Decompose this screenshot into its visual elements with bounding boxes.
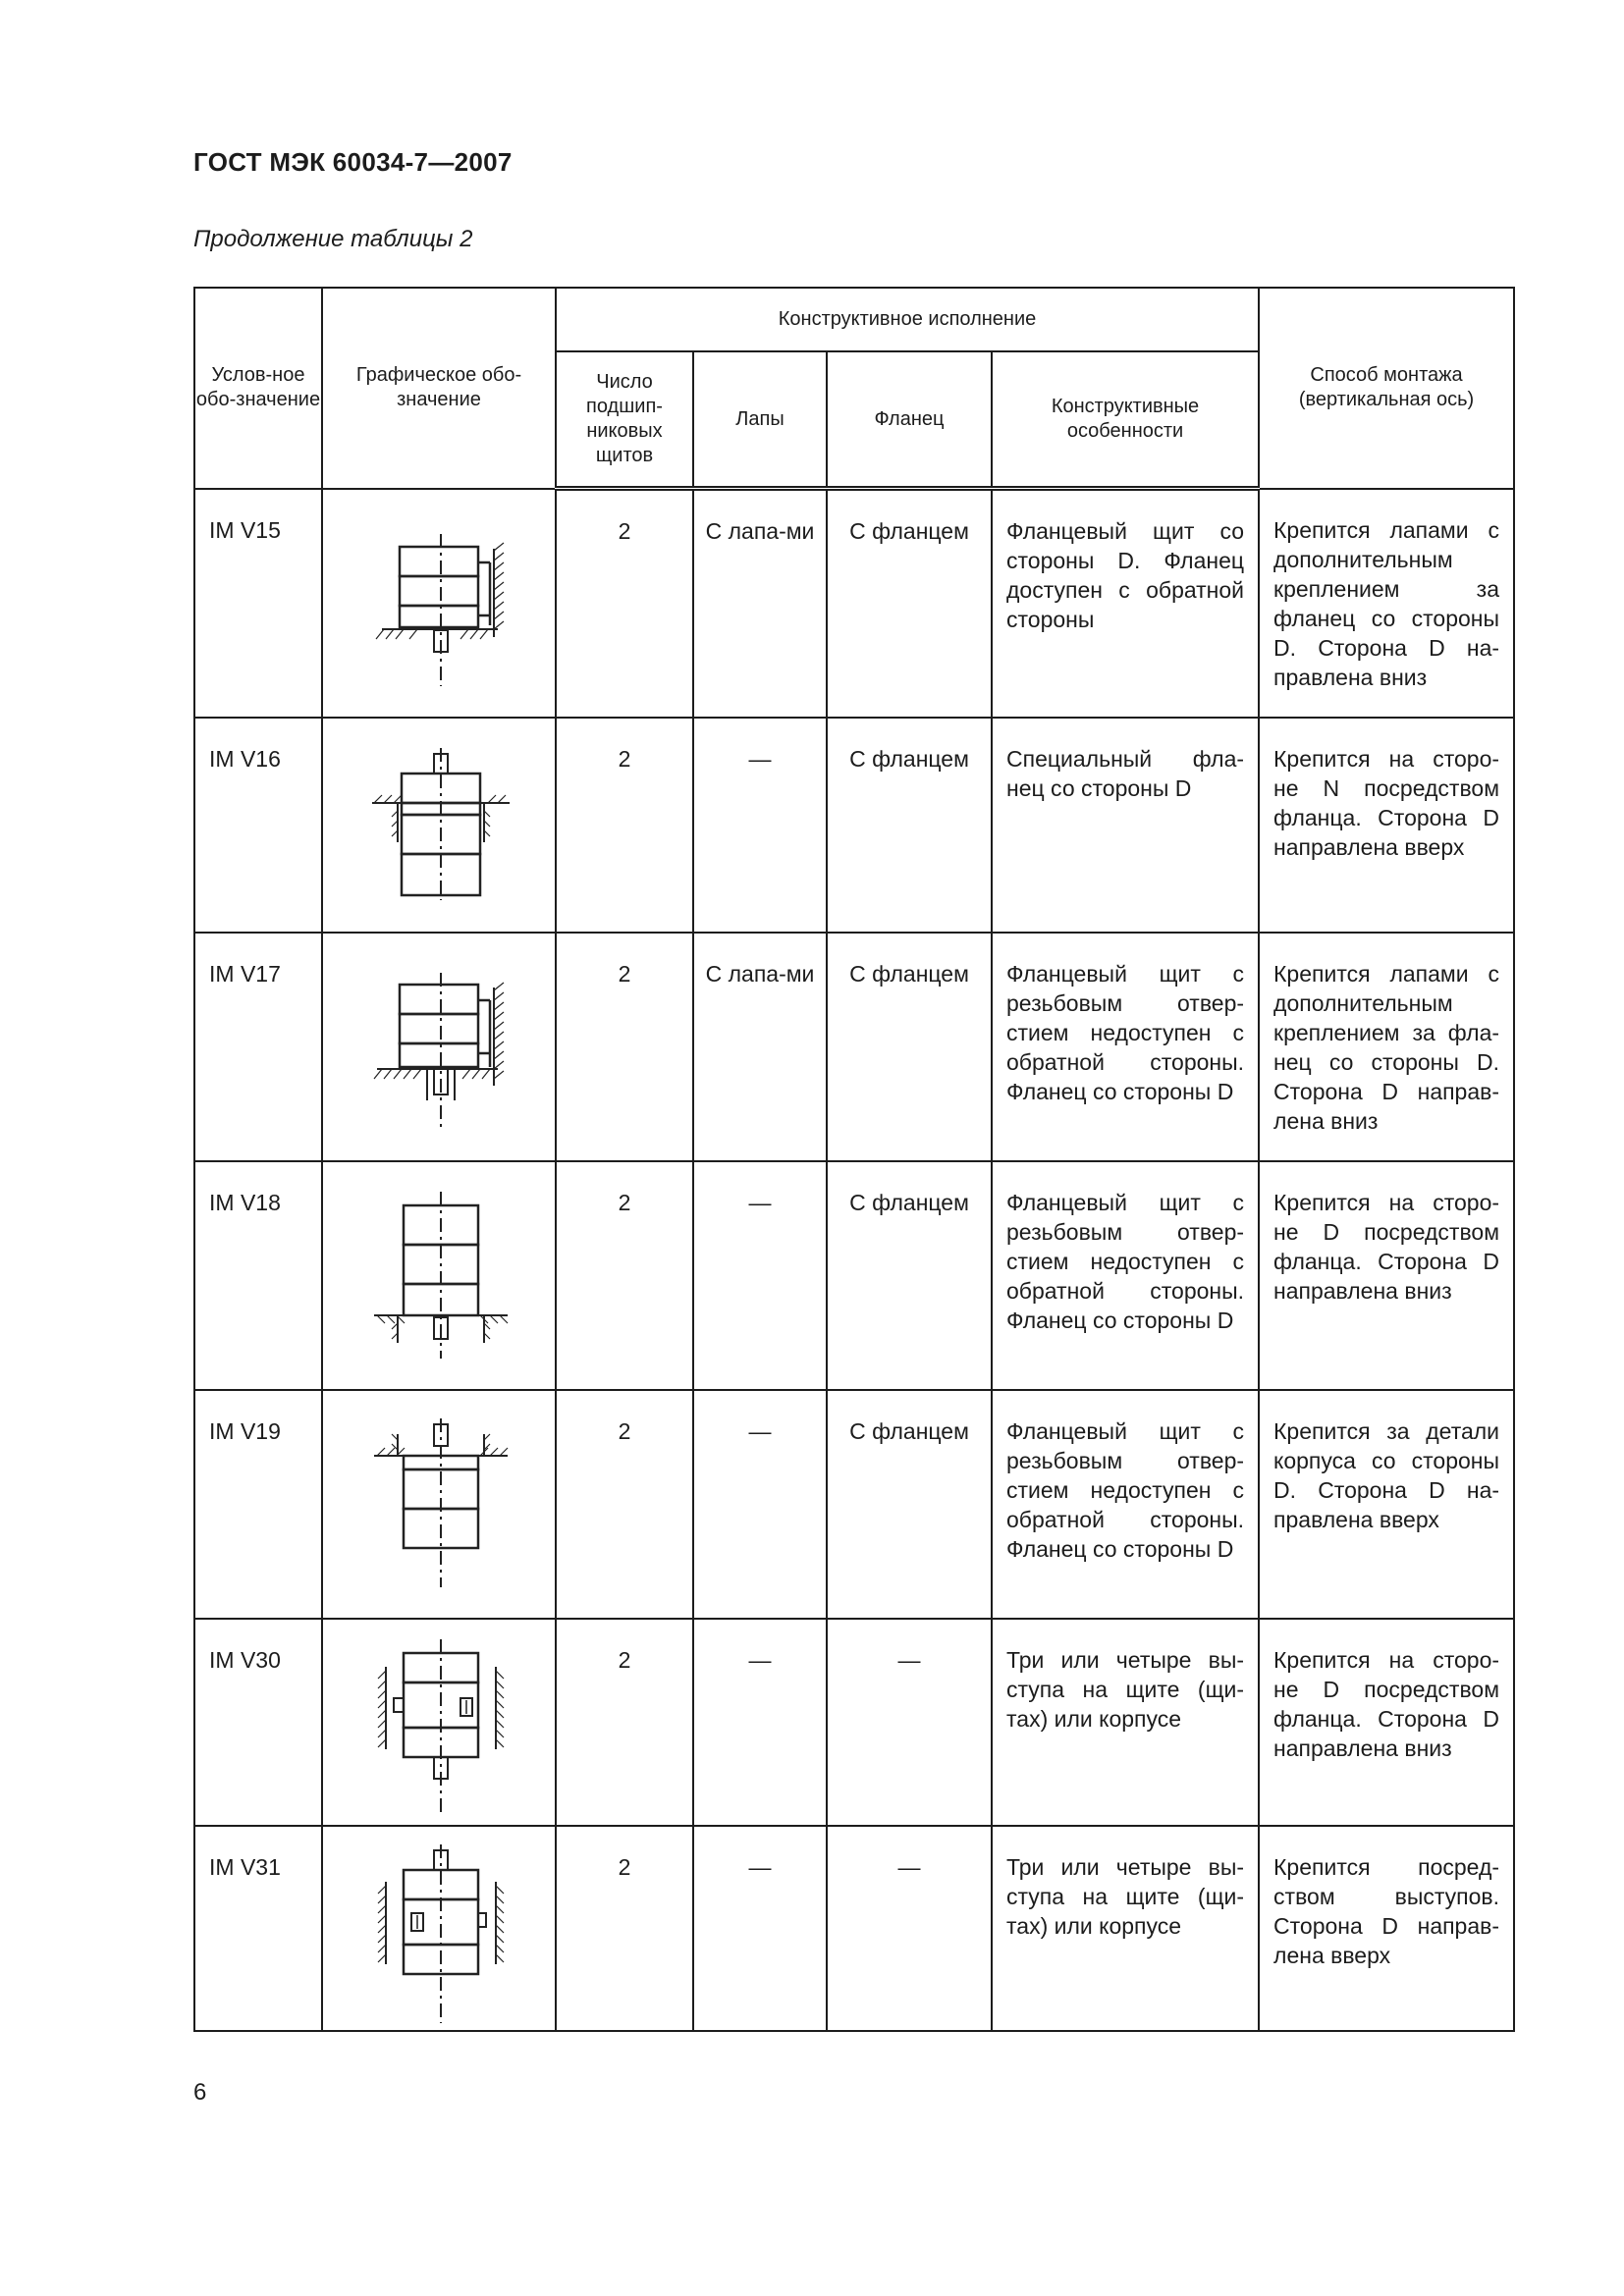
graphic-cell: [322, 718, 556, 933]
header-graphic: Графическое обо-значение: [322, 288, 556, 489]
mounting-table: [193, 287, 1515, 2032]
row-features: Фланцевый щит с резьбовым отвер-стием недоступен с обратной стороны. Фланец со стороны D: [992, 1161, 1259, 1390]
row-bearings: 2: [556, 933, 693, 1161]
row-features: Три или четыре вы-ступа на щите (щи-тах) или корпусе: [992, 1826, 1259, 2031]
row-code: IM V16: [194, 718, 322, 933]
header-bearings: Число подшип-никовых щитов: [556, 351, 693, 489]
header-features: Конструктивные особенности: [992, 351, 1259, 489]
page-number: 6: [193, 2079, 207, 2106]
row-mounting: Крепится лапами с дополнительным креплением за фла-нец со стороны D. Сторона D направ-лена вниз: [1259, 933, 1514, 1161]
graphic-cell: [322, 489, 556, 718]
graphic-cell: [322, 1161, 556, 1390]
table-continuation-caption: Продолжение таблицы 2: [193, 226, 473, 252]
row-bearings: 2: [556, 718, 693, 933]
row-mounting: Крепится лапами с дополнительным креплением за фланец со стороны D. Сторона D на-правлена вниз: [1259, 489, 1514, 718]
row-code: IM V17: [194, 933, 322, 1161]
row-paws: —: [693, 1161, 827, 1390]
row-paws: —: [693, 1826, 827, 2031]
row-mounting: Крепится за детали корпуса со стороны D. Сторона D на-правлена вверх: [1259, 1390, 1514, 1619]
table-row: [194, 1390, 1514, 1619]
row-features: Фланцевый щит со стороны D. Фланец доступен с обратной стороны: [992, 489, 1259, 718]
row-flange: —: [827, 1619, 992, 1826]
table-row: [194, 1619, 1514, 1826]
row-bearings: 2: [556, 1161, 693, 1390]
header-mounting: Способ монтажа (вертикальная ось): [1259, 288, 1514, 489]
row-mounting: Крепится на сторо-не N посредством фланца. Сторона D направлена вверх: [1259, 718, 1514, 933]
row-bearings: 2: [556, 489, 693, 718]
table-row: [194, 1826, 1514, 2031]
row-code: IM V15: [194, 489, 322, 718]
row-code: IM V18: [194, 1161, 322, 1390]
row-mounting: Крепится на сторо-не D посредством фланца. Сторона D направлена вниз: [1259, 1619, 1514, 1826]
row-bearings: 2: [556, 1826, 693, 2031]
table-row: [194, 933, 1514, 1161]
row-mounting: Крепится посред-ством выступов. Сторона D направ-лена вверх: [1259, 1826, 1514, 2031]
im-v16-diagram-icon: [323, 719, 557, 934]
im-v30-diagram-icon: [323, 1620, 557, 1827]
graphic-cell: [322, 1826, 556, 2031]
row-code: IM V19: [194, 1390, 322, 1619]
row-flange: С фланцем: [827, 718, 992, 933]
row-flange: С фланцем: [827, 933, 992, 1161]
row-flange: С фланцем: [827, 1390, 992, 1619]
im-v18-diagram-icon: [323, 1162, 557, 1391]
row-paws: —: [693, 718, 827, 933]
row-paws: С лапа-ми: [693, 933, 827, 1161]
graphic-cell: [322, 1619, 556, 1826]
header-code: Услов-ное обо-значение: [194, 288, 322, 489]
row-features: Три или четыре вы-ступа на щите (щи-тах) или корпусе: [992, 1619, 1259, 1826]
row-flange: С фланцем: [827, 1161, 992, 1390]
header-construction: Конструктивное исполнение: [556, 288, 1259, 351]
row-paws: —: [693, 1619, 827, 1826]
row-code: IM V30: [194, 1619, 322, 1826]
table-row: [194, 718, 1514, 933]
im-v31-diagram-icon: [323, 1827, 557, 2032]
im-v19-diagram-icon: [323, 1391, 557, 1620]
document-header: ГОСТ МЭК 60034-7—2007: [193, 147, 513, 177]
table-row: [194, 489, 1514, 718]
im-v15-diagram-icon: [323, 490, 557, 719]
row-paws: —: [693, 1390, 827, 1619]
header-flange: Фланец: [827, 351, 992, 489]
im-v17-diagram-icon: [323, 934, 557, 1162]
row-mounting: Крепится на сторо-не D посредством фланца. Сторона D направлена вниз: [1259, 1161, 1514, 1390]
graphic-cell: [322, 1390, 556, 1619]
row-paws: С лапа-ми: [693, 489, 827, 718]
row-flange: С фланцем: [827, 489, 992, 718]
graphic-cell: [322, 933, 556, 1161]
row-bearings: 2: [556, 1390, 693, 1619]
row-features: Фланцевый щит с резьбовым отвер-стием недоступен с обратной стороны. Фланец со стороны D: [992, 933, 1259, 1161]
row-code: IM V31: [194, 1826, 322, 2031]
row-features: Фланцевый щит с резьбовым отвер-стием недоступен с обратной стороны. Фланец со стороны D: [992, 1390, 1259, 1619]
row-features: Специальный фла-нец со стороны D: [992, 718, 1259, 933]
row-flange: —: [827, 1826, 992, 2031]
row-bearings: 2: [556, 1619, 693, 1826]
header-paws: Лапы: [693, 351, 827, 489]
table-row: [194, 1161, 1514, 1390]
